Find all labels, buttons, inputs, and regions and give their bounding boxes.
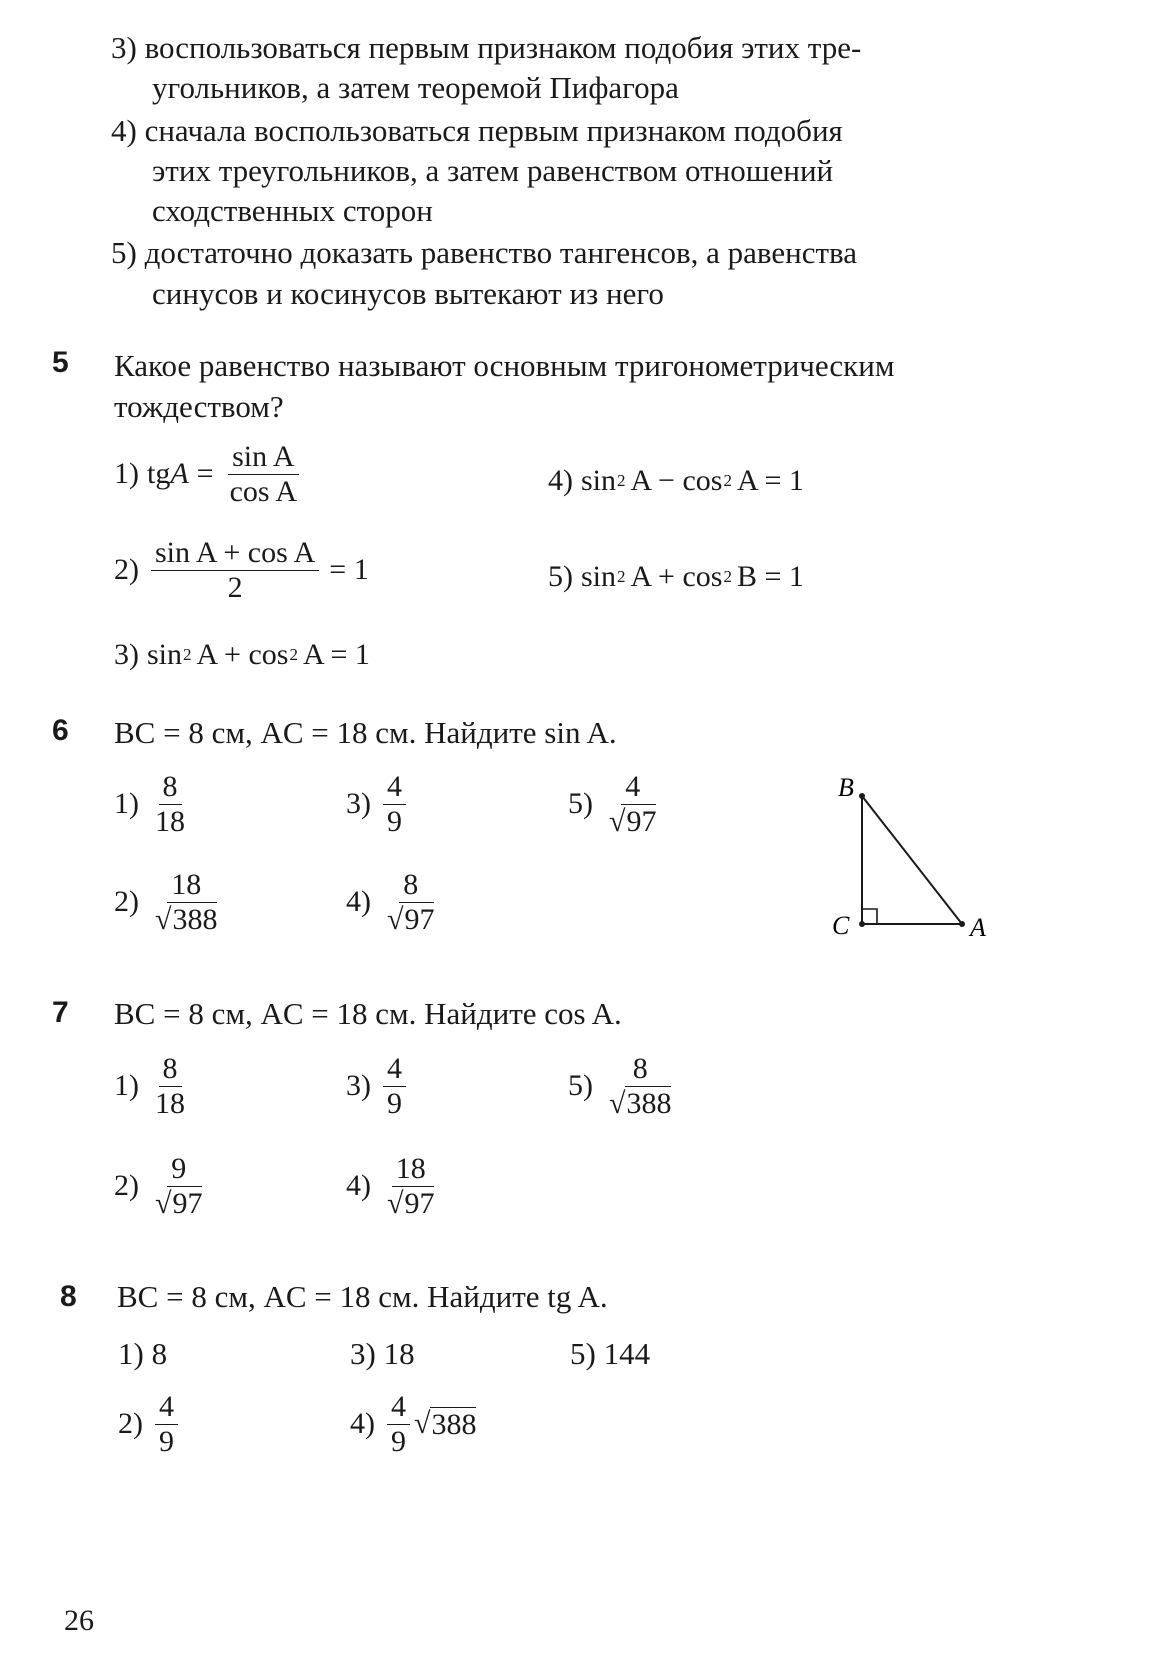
vertex-c-label: C — [832, 911, 850, 940]
prev-option-4-line1: 4) сначала воспользоваться первым признаком подобия — [111, 113, 843, 148]
q8-option-4: 4) $\frac{4}{9}$ √ 388 — [350, 1390, 477, 1458]
q8-option-5: 5) 144 — [570, 1336, 651, 1371]
question-8-number: 8 — [60, 1280, 77, 1313]
question-6-number: 6 — [52, 714, 69, 747]
vertex-a-label: A — [970, 913, 986, 942]
vertex-b-label: B — [838, 773, 854, 802]
question-7-text: BC = 8 см, AC = 18 см. Найдите cos A. — [114, 996, 622, 1031]
q5-option-3: 3) sin 2 A + cos 2 A = 1 — [114, 638, 370, 671]
q8-option-2: 2) $\frac{4}{9}$ — [118, 1390, 182, 1458]
q5-option-1: 1) tg A = $\frac{\text{sin A}}{\text{cos A}}$ — [114, 440, 298, 508]
q8-option-1: 1) 8 — [118, 1336, 168, 1371]
right-angle-mark — [862, 909, 877, 924]
prev-option-5-line1: 5) достаточно доказать равенство тангенсов, а равенства — [111, 235, 858, 270]
q6-option-4: 4) $\frac{8}{√97}$ — [346, 868, 435, 936]
question-5-text-line2: тождеством? — [114, 389, 284, 424]
q6-option-5: 5) $\frac{4}{√97}$ — [568, 770, 657, 838]
question-5-text-line1: Какое равенство называют основным тригонометрическим — [114, 348, 895, 383]
prev-option-4-line2: этих треугольников, а затем равенством отношений — [152, 153, 834, 188]
vertex-c-dot — [859, 921, 865, 927]
q8-option-3: 3) 18 — [350, 1336, 415, 1371]
q5-option-5: 5) sin 2 A + cos 2 B = 1 — [548, 560, 804, 593]
q5-option-4: 4) sin 2 A − cos 2 A = 1 — [548, 464, 804, 497]
q7-option-3: 3) $\frac{4}{9}$ — [346, 1052, 410, 1120]
question-5-number: 5 — [52, 346, 69, 379]
prev-option-3-line1: 3) воспользоваться первым признаком подобия этих тре- — [111, 30, 862, 65]
right-triangle-figure — [828, 772, 998, 942]
question-8-text: BC = 8 см, AC = 18 см. Найдите tg A. — [117, 1279, 608, 1314]
q7-option-4: 4) $\frac{18}{√97}$ — [346, 1152, 435, 1220]
side-ab — [862, 796, 962, 924]
prev-option-3-line2: угольников, а затем теоремой Пифагора — [152, 70, 679, 105]
question-7-number: 7 — [52, 996, 69, 1029]
q6-option-3: 3) $\frac{4}{9}$ — [346, 770, 410, 838]
page-number: 26 — [64, 1604, 94, 1637]
q5-option-2: 2) $\frac{\text{sin A + cos A}}{2}$ = 1 — [114, 536, 369, 604]
q7-option-2: 2) $\frac{9}{√97}$ — [114, 1152, 203, 1220]
q6-option-2: 2) $\frac{18}{√388}$ — [114, 868, 218, 936]
q7-option-1: 1) $\frac{8}{18}$ — [114, 1052, 185, 1120]
prev-option-4-line3: сходственных сторон — [152, 193, 433, 228]
q7-option-5: 5) $\frac{8}{√388}$ — [568, 1052, 672, 1120]
question-6-text: BC = 8 см, AC = 18 см. Найдите sin A. — [114, 715, 617, 750]
vertex-b-dot — [859, 793, 865, 799]
q6-option-1: 1) $\frac{8}{18}$ — [114, 770, 185, 838]
prev-option-5-line2: синусов и косинусов вытекают из него — [152, 276, 664, 311]
vertex-a-dot — [959, 921, 965, 927]
